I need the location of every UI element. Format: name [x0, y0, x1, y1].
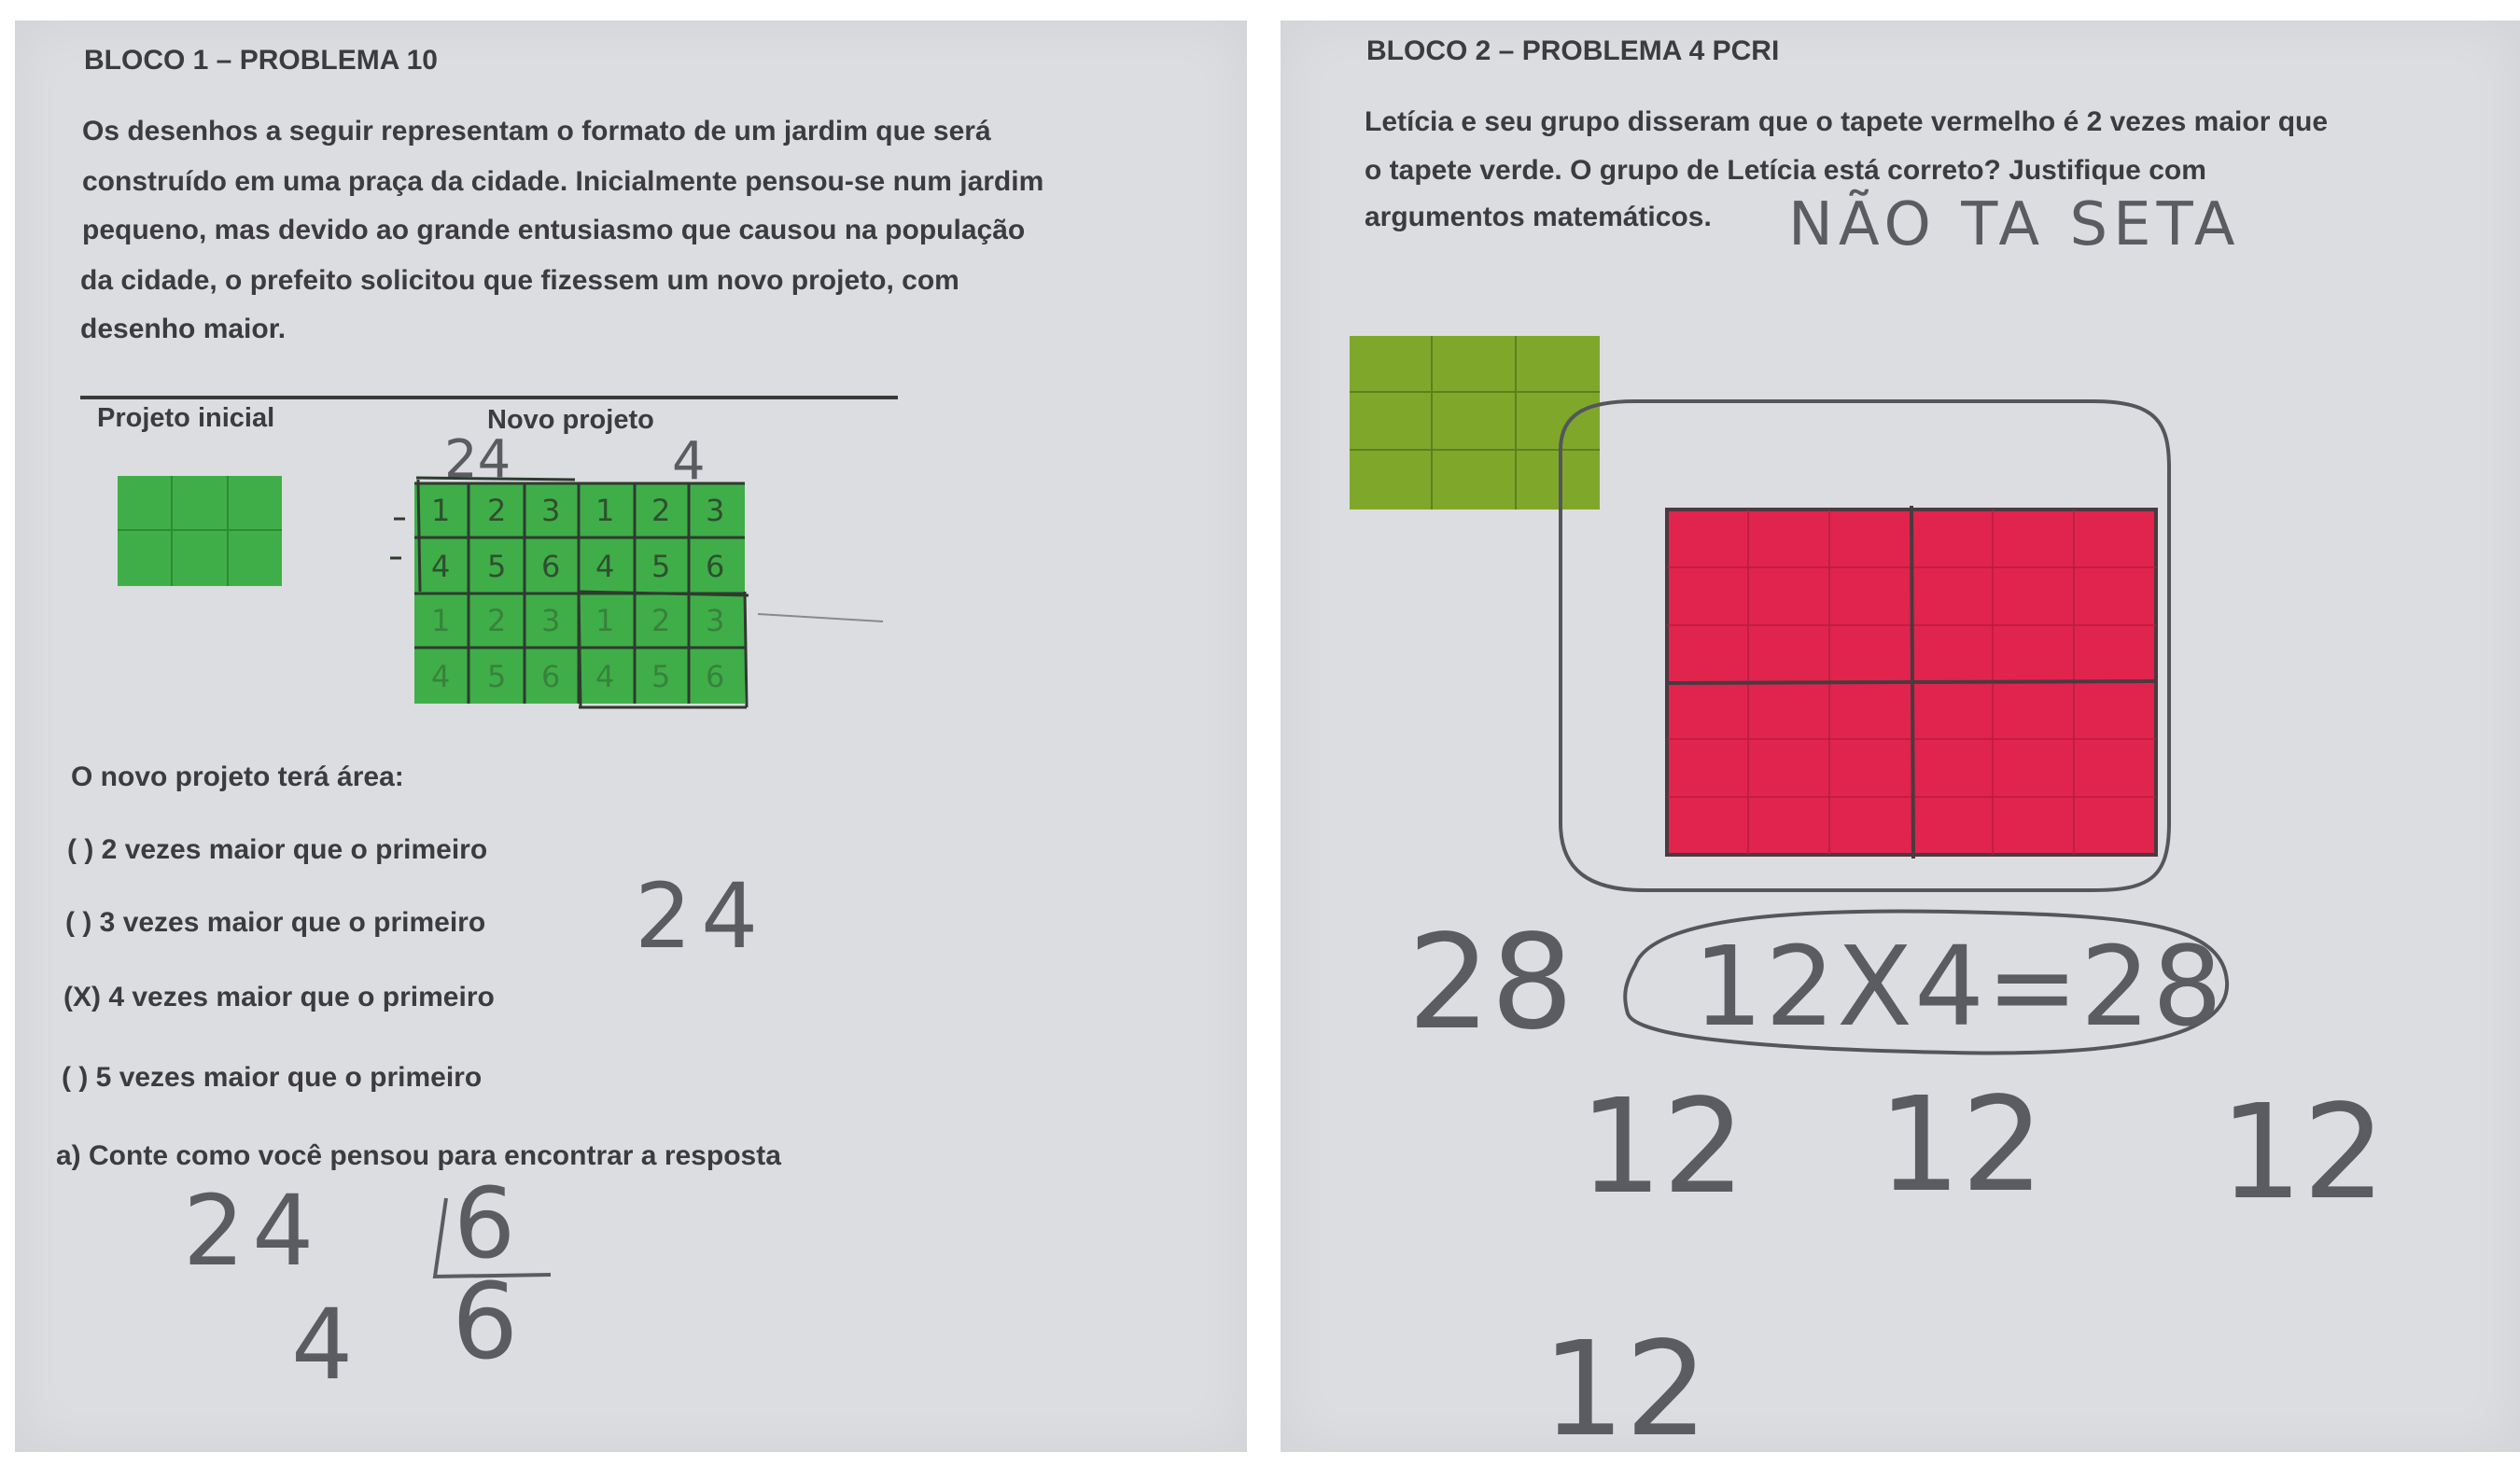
- handwritten-12-bottom: 12: [1542, 1314, 1709, 1466]
- grid-digit: 5: [651, 659, 671, 694]
- grid-digit: 6: [706, 549, 725, 584]
- carpet-drawings: [1281, 21, 2520, 1452]
- right-paragraph-line-2: o tapete verde. O grupo de Letícia está correto? Justifique com: [1365, 155, 2206, 186]
- prompt-a: a) Conte como você pensou para encontrar a resposta: [56, 1140, 781, 1171]
- grid-digit: 4: [431, 659, 451, 694]
- grid-digit: 3: [706, 493, 725, 528]
- handwritten-12-third: 12: [2219, 1077, 2387, 1229]
- handwritten-24-options: 24: [635, 864, 768, 969]
- grid-digit: 1: [595, 493, 615, 528]
- option-1-text: 2 vezes maior que o primeiro: [101, 834, 488, 865]
- label-projeto-inicial: Projeto inicial: [97, 403, 275, 433]
- grid-digit: 6: [541, 659, 561, 694]
- grid-digit: 4: [595, 659, 615, 694]
- left-heading: BLOCO 1 – PROBLEMA 10: [84, 45, 438, 76]
- left-paragraph-line-2: construído em uma praça da cidade. Inicialmente pensou-se num jardim: [82, 166, 1044, 197]
- grid-digit: 6: [706, 659, 725, 694]
- option-4-checkbox[interactable]: ( ): [62, 1062, 89, 1093]
- option-3-text: 4 vezes maior que o primeiro: [108, 982, 495, 1012]
- question-text: O novo projeto terá área:: [71, 761, 404, 792]
- option-2-checkbox[interactable]: ( ): [65, 907, 92, 938]
- grid-digit: 1: [431, 493, 451, 528]
- left-worksheet: [15, 21, 1247, 1452]
- left-paragraph-line-5: desenho maior.: [80, 314, 287, 344]
- handwritten-answer: NÃO TA SETA: [1788, 190, 2241, 259]
- grid-digit: 3: [541, 493, 561, 528]
- grid-digit: 4: [595, 549, 615, 584]
- handwritten-12-second: 12: [1878, 1069, 2045, 1222]
- option-2-text: 3 vezes maior que o primeiro: [99, 907, 486, 938]
- handwritten-12-first: 12: [1579, 1071, 1746, 1223]
- grid-digit: 3: [706, 603, 725, 638]
- right-paragraph-line-3: argumentos matemáticos.: [1365, 202, 1712, 232]
- label-novo-projeto: Novo projeto: [487, 405, 654, 435]
- handwritten-remainder: 4: [291, 1288, 354, 1402]
- red-carpet: [1561, 401, 2169, 890]
- grid-digit: 2: [487, 493, 507, 528]
- grid-digit: 5: [487, 659, 507, 694]
- grid-digit: 3: [541, 603, 561, 638]
- option-3-checkbox[interactable]: (X): [63, 982, 101, 1012]
- right-paragraph-line-1: Letícia e seu grupo disseram que o tapete vermelho é 2 vezes maior que: [1365, 106, 2329, 137]
- handwritten-divisor: 6: [454, 1166, 516, 1280]
- handwritten-equation: 12X4=28: [1693, 922, 2225, 1051]
- handwritten-quotient: 6: [452, 1262, 519, 1383]
- right-heading: BLOCO 2 – PROBLEMA 4 PCRI: [1366, 35, 1780, 66]
- grid-digit: 1: [431, 603, 451, 638]
- handwritten-dividend: 24: [183, 1174, 322, 1288]
- left-paragraph-line-1: Os desenhos a seguir representam o formato de um jardim que será: [82, 116, 991, 147]
- handwritten-4-top: 4: [672, 431, 706, 492]
- option-4-text: 5 vezes maior que o primeiro: [95, 1062, 483, 1093]
- left-paragraph-line-3: pequeno, mas devido ao grande entusiasmo que causou na população: [82, 215, 1026, 245]
- grid-digit: 2: [651, 493, 671, 528]
- grid-digit: 5: [487, 549, 507, 584]
- grid-digit: 1: [595, 603, 615, 638]
- handwritten-24-top: 24: [444, 429, 511, 490]
- division-bracket: [15, 21, 1247, 1452]
- grid-digit: 2: [487, 603, 507, 638]
- right-worksheet: [1281, 21, 2520, 1466]
- grid-digit: 2: [651, 603, 671, 638]
- option-1-checkbox[interactable]: ( ): [67, 834, 94, 865]
- grid-digit: 4: [431, 549, 451, 584]
- grid-digit: 5: [651, 549, 671, 584]
- left-paragraph-line-4: da cidade, o prefeito solicitou que fizessem um novo projeto, com: [80, 265, 959, 296]
- handwritten-28: 28: [1407, 907, 1575, 1059]
- grid-digit: 6: [541, 549, 561, 584]
